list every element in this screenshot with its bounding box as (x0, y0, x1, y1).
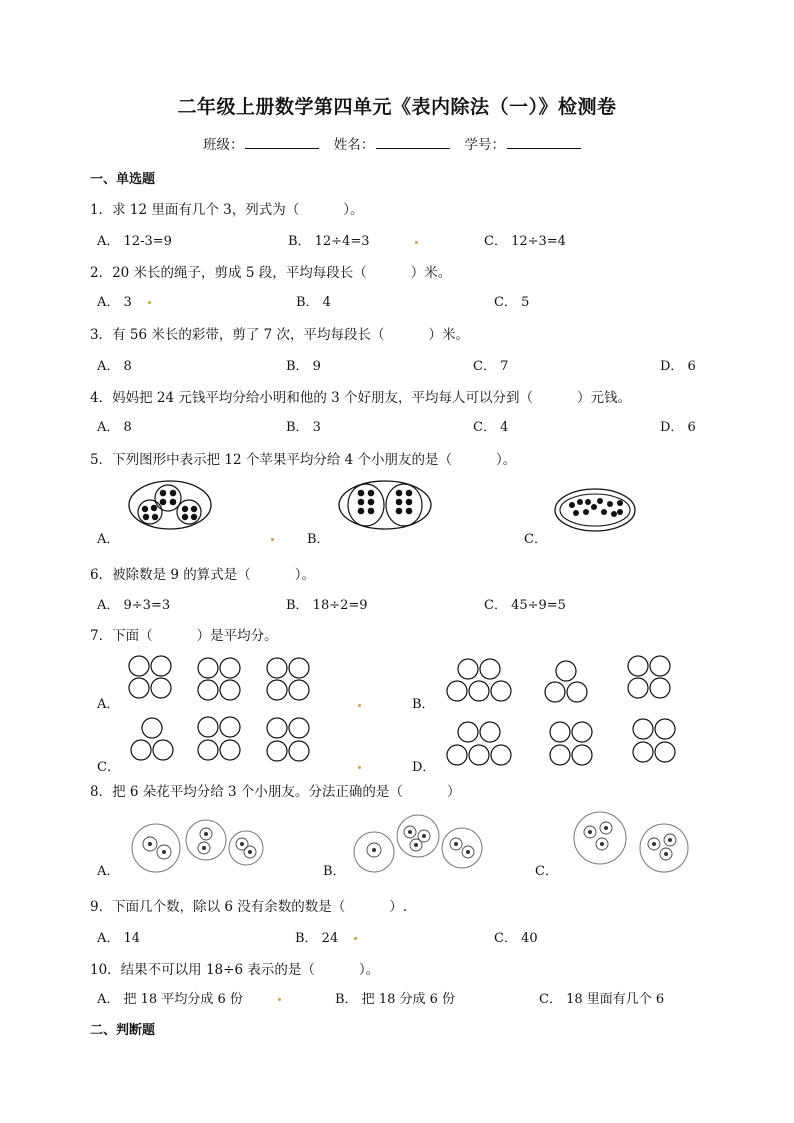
name-blank[interactable] (376, 138, 450, 149)
stray-dot (271, 538, 274, 541)
q7-option-b[interactable]: B． (412, 697, 435, 712)
q8-option-c[interactable]: C． (535, 864, 558, 879)
question-10: 10．结果不可以用 18÷6 表示的是（ ）。 (90, 962, 380, 978)
q8-figure-a-flowers-icon (128, 812, 268, 872)
q1-option-a[interactable]: A． 12-3=9 (97, 234, 172, 249)
page-title: 二年级上册数学第四单元《表内除法（一）》检测卷 (177, 96, 617, 118)
q10-option-c[interactable]: C． 18 里面有几个 6 (539, 992, 665, 1007)
q6-option-a[interactable]: A． 9÷3=3 (97, 598, 171, 613)
q5-figure-a-apples-icon (128, 480, 212, 530)
q9-option-a[interactable]: A． 14 (97, 931, 141, 946)
q7-circle-groups-icon (120, 652, 700, 772)
question-2: 2．20 米长的绳子，剪成 5 段，平均每段长（ ）米。 (90, 265, 452, 281)
q8-option-a[interactable]: A． (97, 864, 120, 879)
q3-option-d[interactable]: D． 6 (660, 359, 696, 374)
q8-figure-b-flowers-icon (352, 812, 492, 874)
q3-option-b[interactable]: B． 9 (286, 359, 321, 374)
q5-figure-b-apples-icon (338, 480, 432, 530)
question-6: 6．被除数是 9 的算式是（ ）。 (90, 567, 316, 583)
question-7: 7．下面（ ）是平均分。 (90, 628, 278, 644)
q8-figure-c-flowers-icon (566, 812, 696, 872)
q6-option-b[interactable]: B． 18÷2=9 (286, 598, 368, 613)
stray-dot (415, 241, 418, 244)
section-heading-single-choice: 一、单选题 (90, 172, 156, 187)
question-1: 1．求 12 里面有几个 3，列式为（ ）。 (90, 202, 364, 218)
q9-option-c[interactable]: C． 40 (494, 931, 538, 946)
q1-option-c[interactable]: C． 12÷3=4 (484, 234, 566, 249)
q7-option-c[interactable]: C． (97, 760, 120, 775)
question-9: 9．下面几个数，除以 6 没有余数的数是（ ）. (90, 899, 408, 915)
class-blank[interactable] (245, 138, 319, 149)
q5-option-a[interactable]: A． (97, 532, 120, 547)
student-info (0, 133, 794, 153)
q8-option-b[interactable]: B． (323, 864, 346, 879)
question-5: 5．下列图形中表示把 12 个苹果平均分给 4 个小朋友的是（ ）。 (90, 452, 517, 468)
q4-option-b[interactable]: B． 3 (286, 420, 321, 435)
q10-option-b[interactable]: B． 把 18 分成 6 份 (335, 992, 456, 1007)
stray-dot (354, 937, 357, 940)
question-8: 8．把 6 朵花平均分给 3 个小朋友。分法正确的是（ ） (90, 784, 461, 800)
id-label: 学号： (464, 137, 506, 153)
q10-option-a[interactable]: A． 把 18 平均分成 6 份 (97, 992, 243, 1007)
q1-option-b[interactable]: B． 12÷4=3 (288, 234, 370, 249)
section-heading-true-false: 二、判断题 (90, 1023, 156, 1038)
q5-option-b[interactable]: B． (307, 532, 330, 547)
q6-option-c[interactable]: C． 45÷9=5 (484, 598, 566, 613)
q9-option-b[interactable]: B． 24 (295, 931, 339, 946)
q4-option-a[interactable]: A． 8 (97, 420, 132, 435)
q2-option-b[interactable]: B． 4 (296, 295, 331, 310)
stray-dot (278, 998, 281, 1001)
question-3: 3．有 56 米长的彩带，剪了 7 次，平均每段长（ ）米。 (90, 327, 470, 343)
question-4: 4．妈妈把 24 元钱平均分给小明和他的 3 个好朋友，平均每人可以分到（ ）元钱。 (90, 390, 632, 406)
q5-figure-c-apples-icon (554, 488, 636, 532)
q2-option-a[interactable]: A． 3 (97, 295, 132, 310)
class-label: 班级： (202, 137, 244, 153)
q4-option-c[interactable]: C． 4 (473, 420, 509, 435)
name-label: 姓名： (333, 137, 375, 153)
q4-option-d[interactable]: D． 6 (660, 420, 696, 435)
q7-option-d[interactable]: D． (412, 760, 436, 775)
q2-option-c[interactable]: C． 5 (494, 295, 530, 310)
q3-option-c[interactable]: C． 7 (473, 359, 509, 374)
q7-option-a[interactable]: A． (97, 697, 120, 712)
stray-dot (148, 301, 151, 304)
q3-option-a[interactable]: A． 8 (97, 359, 132, 374)
id-blank[interactable] (507, 138, 581, 149)
q5-option-c[interactable]: C． (524, 532, 547, 547)
